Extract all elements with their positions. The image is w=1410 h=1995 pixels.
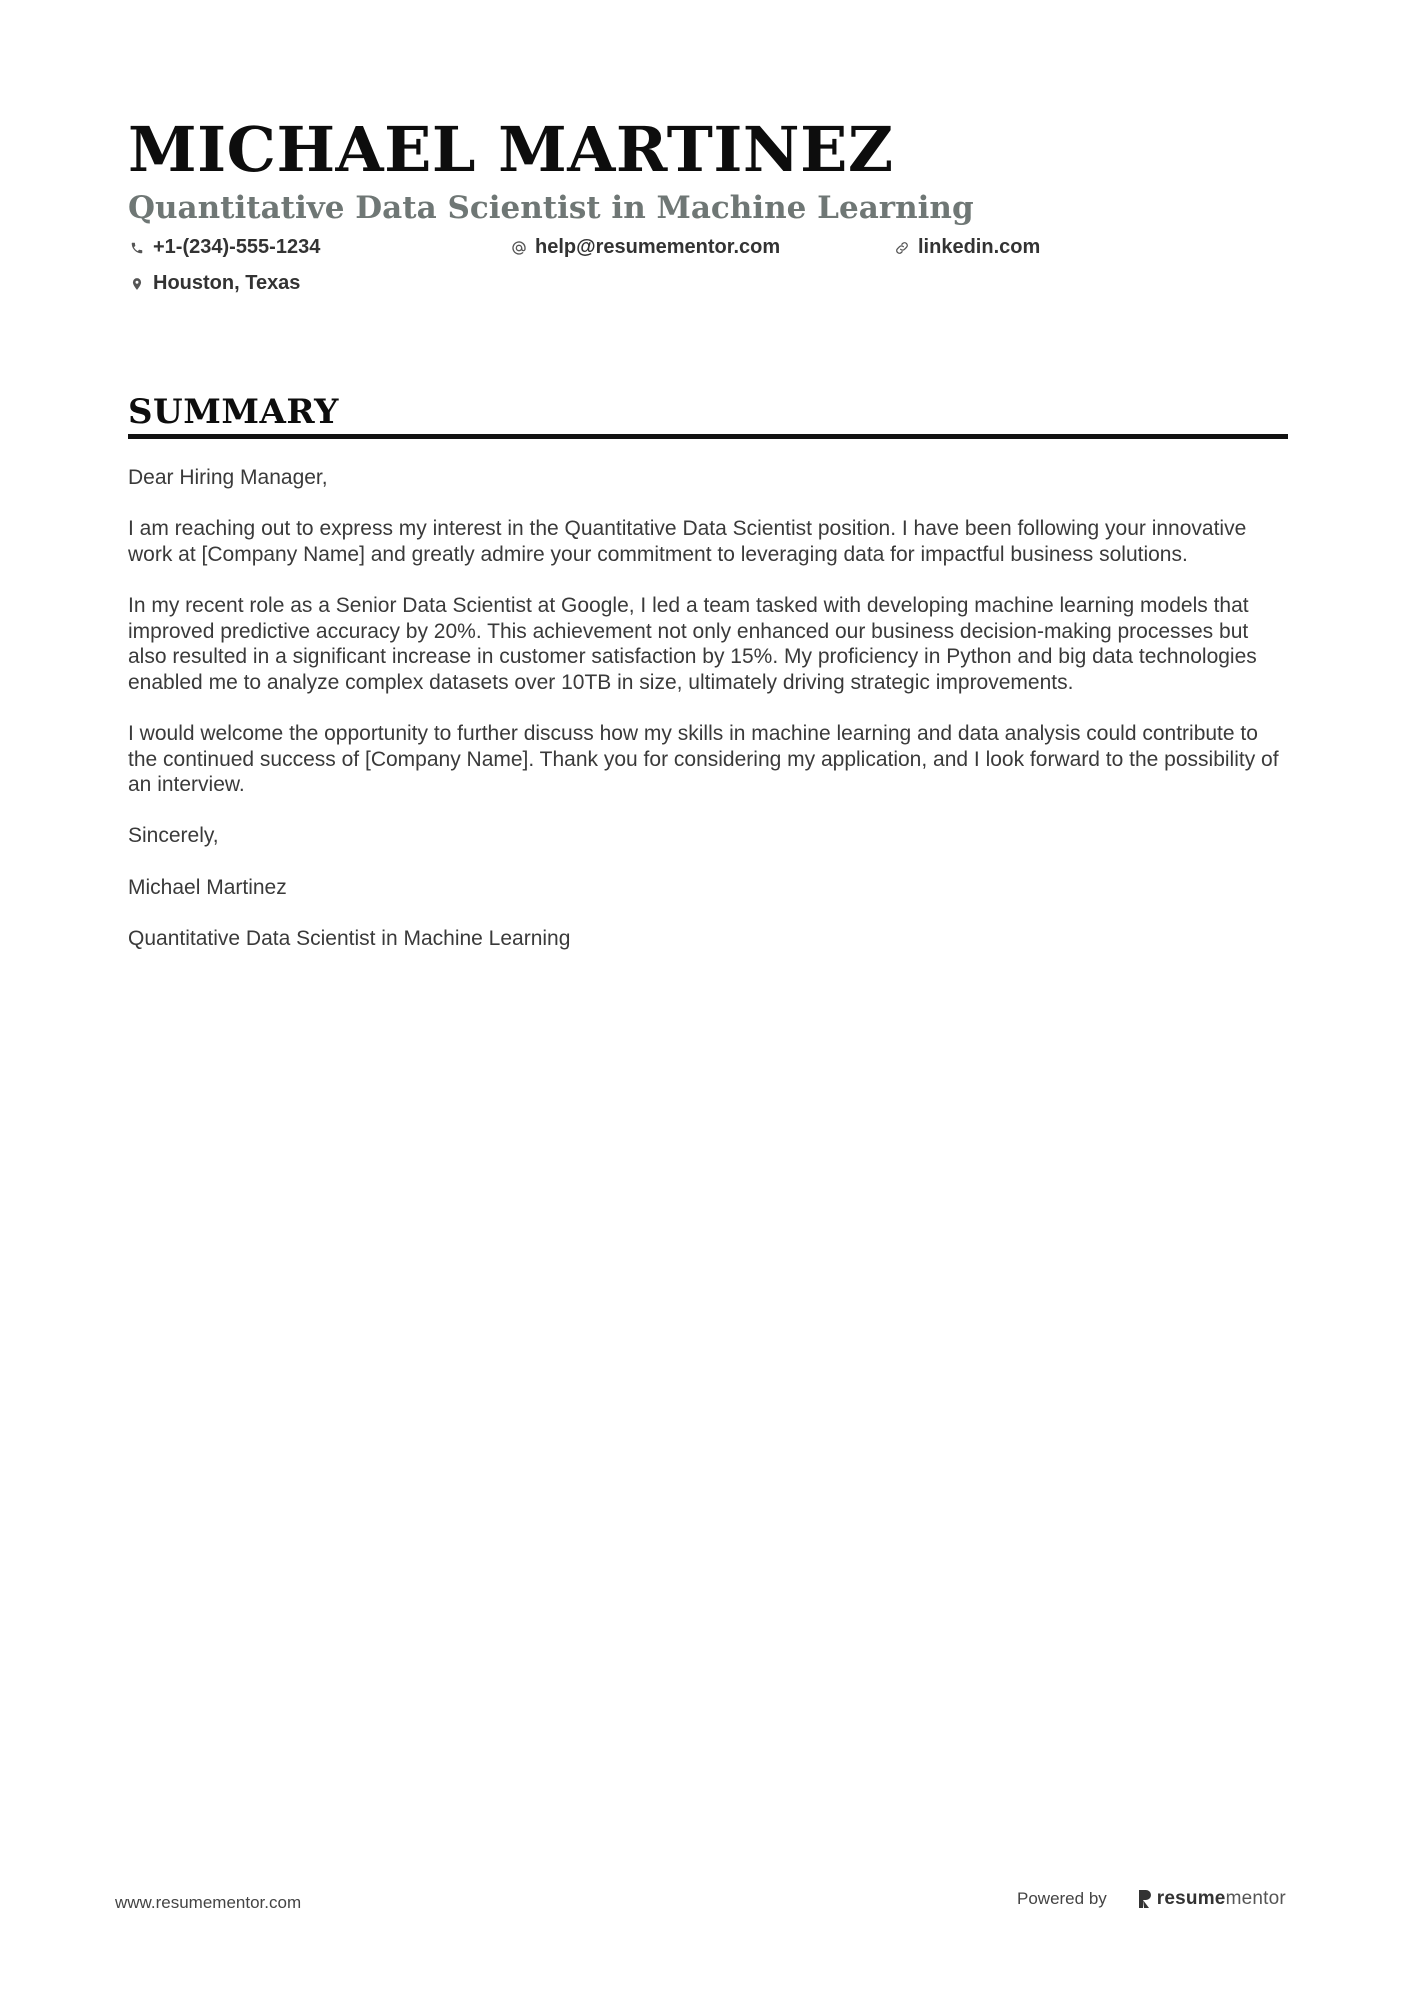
contact-email [510,236,780,259]
letter-body [128,465,1288,951]
email-text: help@resumementor.com [535,236,781,258]
salutation: Dear Hiring Manager, [128,466,328,489]
candidate-title: Quantitative Data Scientist in Machine Learning [128,190,974,226]
location-pin-icon [128,275,146,293]
brand-name [1157,1888,1286,1910]
resumementor-logo-icon [1137,1888,1153,1910]
summary-heading: SUMMARY [128,392,339,432]
brand-name-bold: resume [1156,1888,1226,1909]
phone-icon [128,239,146,257]
signature-title: Quantitative Data Scientist in Machine Learning [128,926,571,950]
brand-logo[interactable] [1137,1888,1286,1910]
header [128,112,1288,312]
brand-name-light: mentor [1225,1888,1286,1909]
linkedin-text: linkedin.com [918,236,1041,258]
sign-off: Sincerely, [128,824,219,848]
at-icon [510,239,528,257]
summary-section [128,390,1288,977]
powered-by-text: Powered by [1017,1889,1107,1908]
contact-info [128,236,1288,312]
paragraph-experience: In my recent role as a Senior Data Scientist at Google, I led a team tasked with developing machine learning models that improved predictive accuracy by 20%. This achievement not only enhanced our business decision-making processes but also resulted in a significant increase in customer satisfaction by 15%. My proficiency in Python and big data technologies enabled me to analyze complex datasets over 10TB in size, ultimately driving strategic improvements. [128,593,1257,694]
section-divider [128,434,1288,439]
footer-branding [1017,1888,1286,1910]
paragraph-closing: I would welcome the opportunity to further discuss how my skills in machine learning and data analysis could contribute to the continued success of [Company Name]. Thank you for considering my application, and I look forward to the possibility of an interview. [128,721,1279,797]
candidate-name: MICHAEL MARTINEZ [128,113,894,186]
contact-phone [128,236,320,259]
link-icon [893,239,911,257]
location-text: Houston, Texas [153,272,301,294]
phone-text: +1-(234)-555-1234 [153,236,321,258]
contact-linkedin [893,236,1040,259]
paragraph-intro: I am reaching out to express my interest in the Quantitative Data Scientist position. I have been following your innovative work at [Company Name] and greatly admire your commitment to leveraging data for impactful business solutions. [128,517,1247,566]
signature-name: Michael Martinez [128,875,287,899]
contact-location [128,272,300,295]
footer-website[interactable]: www.resumementor.com [115,1893,302,1912]
